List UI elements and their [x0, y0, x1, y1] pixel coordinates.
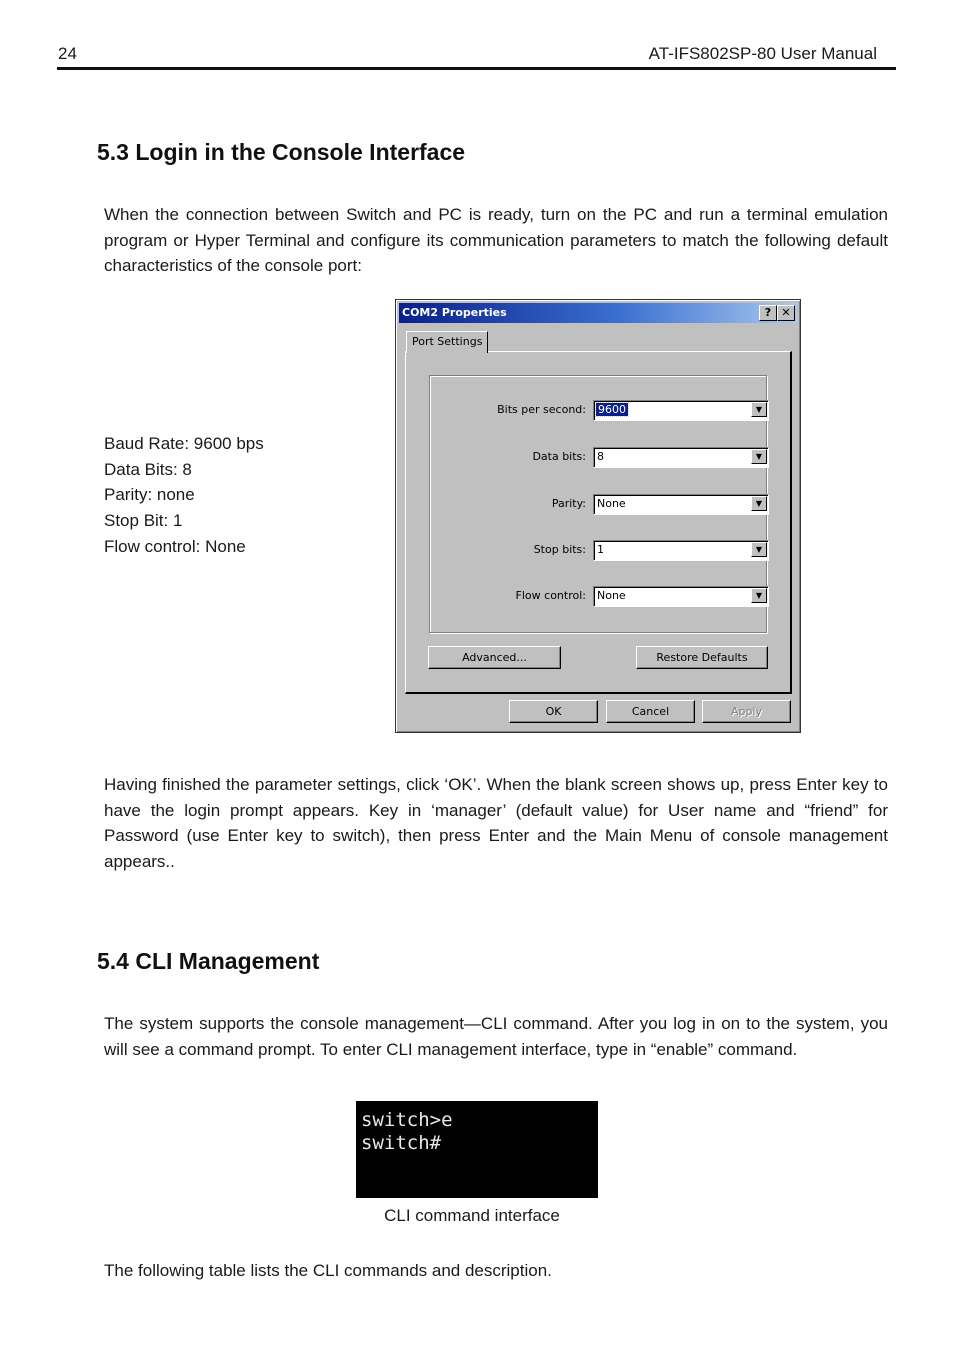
- restore-defaults-button[interactable]: Restore Defaults: [636, 646, 768, 669]
- section-heading-cli: 5.4 CLI Management: [97, 948, 320, 974]
- dialog-titlebar[interactable]: [399, 303, 797, 323]
- stop-bits-label: Stop bits:: [533, 543, 586, 556]
- bits-per-second-select[interactable]: [593, 400, 769, 421]
- flow-control-value: None: [597, 589, 626, 602]
- setting-flow-control: Flow control: None: [104, 536, 246, 556]
- login-intro-paragraph: When the connection between Switch and PC is ready, turn on the PC and run a terminal emulation program or Hyper Terminal and configure its communication parameters to match the following default characteristics of the console port:: [104, 205, 888, 275]
- parity-select[interactable]: [593, 494, 769, 515]
- tab-port-settings[interactable]: [406, 331, 488, 353]
- setting-baud-rate: Baud Rate: 9600 bps: [104, 434, 264, 453]
- data-bits-value: 8: [597, 450, 604, 463]
- setting-data-bits: Data Bits: 8: [104, 459, 192, 479]
- advanced-button[interactable]: Advanced...: [428, 646, 561, 669]
- port-settings-group: [429, 375, 767, 633]
- table-intro-paragraph: The following table lists the CLI commands and description.: [104, 1261, 552, 1280]
- chevron-down-icon[interactable]: ▼: [751, 588, 767, 603]
- cancel-button[interactable]: Cancel: [606, 700, 695, 723]
- flow-control-label: Flow control:: [515, 589, 586, 602]
- setting-stop-bit: Stop Bit: 1: [104, 511, 183, 531]
- header-rule: [57, 67, 896, 70]
- terminal-caption: CLI command interface: [384, 1206, 560, 1225]
- help-button[interactable]: ?: [759, 305, 777, 321]
- apply-button: Apply: [702, 700, 791, 723]
- cli-terminal-screenshot: [356, 1101, 598, 1198]
- chevron-down-icon[interactable]: ▼: [751, 542, 767, 557]
- ok-button[interactable]: OK: [509, 700, 598, 723]
- data-bits-select[interactable]: [593, 447, 769, 468]
- bits-per-second-value: 9600: [598, 403, 626, 416]
- data-bits-label: Data bits:: [532, 450, 586, 463]
- stop-bits-value: 1: [597, 543, 604, 556]
- cli-intro-paragraph: The system supports the console management—CLI command. After you log in on to the system, you will see a command prompt. To enter CLI management interface, type in “enable” command.: [104, 1014, 888, 1059]
- parity-value: None: [597, 497, 626, 510]
- dialog-title: COM2 Properties: [402, 306, 507, 319]
- terminal-line: switch>e: [361, 1109, 453, 1131]
- flow-control-select[interactable]: [593, 586, 769, 607]
- document-title: AT-IFS802SP-80 User Manual: [648, 44, 877, 63]
- section-heading-login: 5.3 Login in the Console Interface: [97, 139, 466, 165]
- close-button[interactable]: ✕: [777, 305, 795, 321]
- chevron-down-icon[interactable]: ▼: [751, 449, 767, 464]
- bits-per-second-label: Bits per second:: [497, 403, 586, 416]
- tab-port-settings-label: Port Settings: [412, 335, 483, 348]
- page-number: 24: [58, 44, 77, 63]
- terminal-line: switch#: [361, 1132, 442, 1154]
- com2-properties-dialog: [395, 299, 801, 733]
- parity-label: Parity:: [551, 497, 586, 510]
- setting-parity: Parity: none: [104, 485, 195, 505]
- console-settings-list: [104, 431, 264, 560]
- chevron-down-icon[interactable]: ▼: [751, 496, 767, 511]
- login-instructions-paragraph: Having finished the parameter settings, click ‘OK’. When the blank screen shows up, press Enter key to have the login prompt appears. Key in ‘manager’ (default value) for User name and “friend” for Password (use Enter key to switch), then press Enter and the Main Menu of console management appears..: [104, 775, 888, 871]
- chevron-down-icon[interactable]: ▼: [751, 402, 767, 417]
- stop-bits-select[interactable]: [593, 540, 769, 561]
